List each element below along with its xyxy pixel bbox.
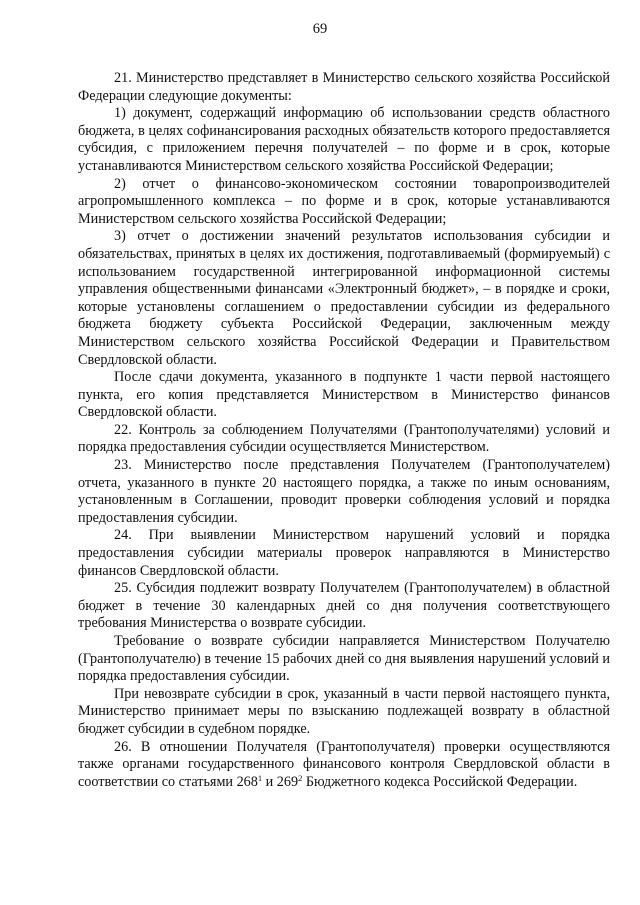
paragraph-21-item-3: 3) отчет о достижении значений результатов использования субсидии и обязательствах, принятых в целях их достижения, подготавливаемый (формируемый) с использованием государственной интегрированной информационной системы управления общественными финансами «Электронный бюджет», – в порядке и сроки, которые установлены соглашением о предоставлении субсидии из федерального бюджета бюджету субъекта Российской Федерации, заключенным между Министерством сельского хозяйства Российской Федерации и Правительством Свердловской области. — [78, 228, 610, 368]
paragraph-25-part-3: При невозврате субсидии в срок, указанный в части первой настоящего пункта, Министерство принимает меры по взысканию подлежащей возврату в областной бюджет субсидии в судебном порядке. — [78, 685, 610, 737]
paragraph-26-text-3: Бюджетного кодекса Российской Федерации. — [302, 773, 578, 790]
article-269-superscript: 2 — [298, 772, 303, 783]
page-number: 69 — [312, 21, 328, 37]
paragraph-26 — [78, 739, 610, 792]
paragraph-24: 24. При выявлении Министерством нарушений условий и порядка предоставления субсидии материалы проверок направляются в Министерство финансов Свердловской области. — [78, 527, 610, 579]
paragraph-23: 23. Министерство после представления Получателем (Грантополучателем) отчета, указанного в пункте 20 настоящего порядка, а также по иным основаниям, установленным в Соглашении, проводит проверки соблюдения условий и порядка предоставления субсидии. — [78, 457, 610, 526]
paragraph-21-note: После сдачи документа, указанного в подпункте 1 части первой настоящего пункта, его копия представляется Министерством в Министерство финансов Свердловской области. — [78, 369, 610, 421]
document-body — [78, 70, 610, 791]
article-268-superscript: 1 — [257, 772, 263, 783]
paragraph-22: 22. Контроль за соблюдением Получателями (Грантополучателями) условий и порядка предоставления субсидии осуществляется Министерством. — [78, 421, 610, 456]
paragraph-21-item-2: 2) отчет о финансово-экономическом состоянии товаропроизводителей агропромышленного комплекса – по форме и в срок, которые устанавливаются Министерством сельского хозяйства Российской Федерации; — [78, 175, 610, 227]
paragraph-25: 25. Субсидия подлежит возврату Получателем (Грантополучателем) в областной бюджет в течение 30 календарных дней со дня получения соответствующего требования Министерства о возврате субсидии. — [78, 580, 610, 632]
paragraph-26-text-2: и 269 — [262, 773, 299, 790]
paragraph-21: 21. Министерство представляет в Министерство сельского хозяйства Российской Федерации следующие документы: — [78, 70, 610, 104]
paragraph-21-item-1: 1) документ, содержащий информацию об использовании средств областного бюджета, в целях софинансирования расходных обязательств которого предоставляется субсидия, с приложением перечня получателей – по форме и в срок, которые устанавливаются Министерством сельского хозяйства Российской Федерации; — [78, 105, 610, 174]
paragraph-26-text-1: 26. В отношении Получателя (Грантополучателя) проверки осуществляются также органами государственного финансового контроля Свердловской области в соответствии со статьями 268 — [78, 738, 610, 790]
paragraph-25-part-2: Требование о возврате субсидии направляется Министерством Получателю (Грантополучателю) в течение 15 рабочих дней со дня выявления нарушений условий и порядка предоставления субсидии. — [78, 633, 610, 685]
